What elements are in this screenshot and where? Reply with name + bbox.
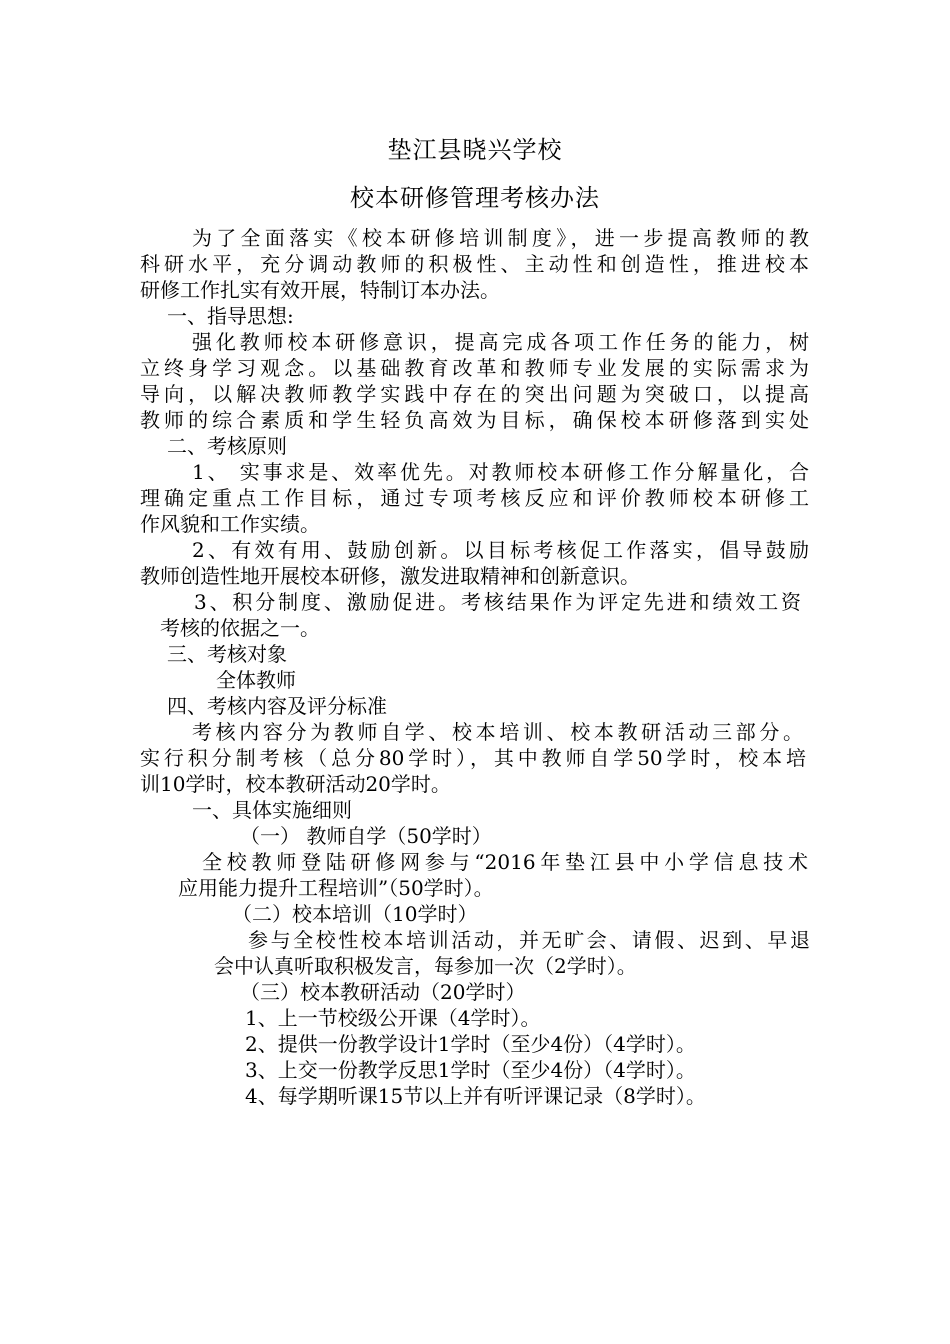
guiding-line-4: 教师的综合素质和学生轻负高效为目标，确保校本研修落到实处 <box>140 408 809 432</box>
principle-3-line-1: 3、积分制度、激励促进。考核结果作为评定先进和绩效工资 <box>194 590 801 614</box>
guiding-line-2: 立终身学习观念。以基础教育改革和教师专业发展的实际需求为 <box>140 356 809 380</box>
item-1-line-2: 应用能力提升工程培训”（50学时）。 <box>178 876 494 900</box>
section-heading-4: 四、考核内容及评分标准 <box>167 694 387 718</box>
item-1-line-1: 全校教师登陆研修网参与“2016年垫江县中小学信息技术 <box>202 850 808 874</box>
school-name: 垫江县晓兴学校 <box>387 136 563 164</box>
principle-1-line-3: 作风貌和工作实绩。 <box>140 512 320 536</box>
intro-line-3: 研修工作扎实有效开展，特制订本办法。 <box>140 278 500 302</box>
item-heading-3: （三）校本教研活动（20学时） <box>240 980 526 1004</box>
principle-1-line-1: 1、 实事求是、效率优先。对教师校本研修工作分解量化，合 <box>192 460 809 484</box>
guiding-line-3: 导向，以解决教师教学实践中存在的突出问题为突破口，以提高 <box>140 382 809 406</box>
guiding-line-1: 强化教师校本研修意识，提高完成各项工作任务的能力，树 <box>192 330 809 354</box>
item-2-line-2: 会中认真听取积极发言，每参加一次（2学时）。 <box>214 954 637 978</box>
principle-1-line-2: 理确定重点工作目标，通过专项考核反应和评价教师校本研修工 <box>140 486 809 510</box>
intro-line-2: 科研水平，充分调动教师的积极性、主动性和创造性，推进校本 <box>140 252 809 276</box>
principle-3-line-2: 考核的依据之一。 <box>160 616 320 640</box>
section-heading-1: 一、指导思想: <box>167 304 294 328</box>
principle-2-line-1: 2、有效有用、鼓励创新。以目标考核促工作落实，倡导鼓励 <box>192 538 809 562</box>
intro-line-1: 为了全面落实《校本研修培训制度》，进一步提高教师的教 <box>192 226 809 250</box>
activity-4: 4、每学期听课15节以上并有听评课记录（8学时）。 <box>245 1084 706 1108</box>
item-2-line-1: 参与全校性校本培训活动，并无旷会、请假、迟到、早退 <box>248 928 810 952</box>
item-heading-2: （二）校本培训（10学时） <box>232 902 478 926</box>
section-heading-3: 三、考核对象 <box>167 642 287 666</box>
activity-2: 2、提供一份教学设计1学时（至少4份）（4学时）。 <box>245 1032 696 1056</box>
content-line-2: 实行积分制考核（总分80学时），其中教师自学50学时，校本培 <box>140 746 806 770</box>
section-heading-2: 二、考核原则 <box>167 434 287 458</box>
target-text: 全体教师 <box>216 668 296 692</box>
subsection-heading: 一、具体实施细则 <box>192 798 352 822</box>
content-line-3: 训10学时，校本教研活动20学时。 <box>140 772 451 796</box>
document-title: 校本研修管理考核办法 <box>350 184 600 212</box>
principle-2-line-2: 教师创造性地开展校本研修，激发进取精神和创新意识。 <box>140 564 640 588</box>
activity-3: 3、上交一份教学反思1学时（至少4份）（4学时）。 <box>245 1058 696 1082</box>
content-line-1: 考核内容分为教师自学、校本培训、校本教研活动三部分。 <box>192 720 803 744</box>
activity-1: 1、上一节校级公开课（4学时）。 <box>245 1006 541 1030</box>
item-heading-1: （一） 教师自学（50学时） <box>240 824 492 848</box>
